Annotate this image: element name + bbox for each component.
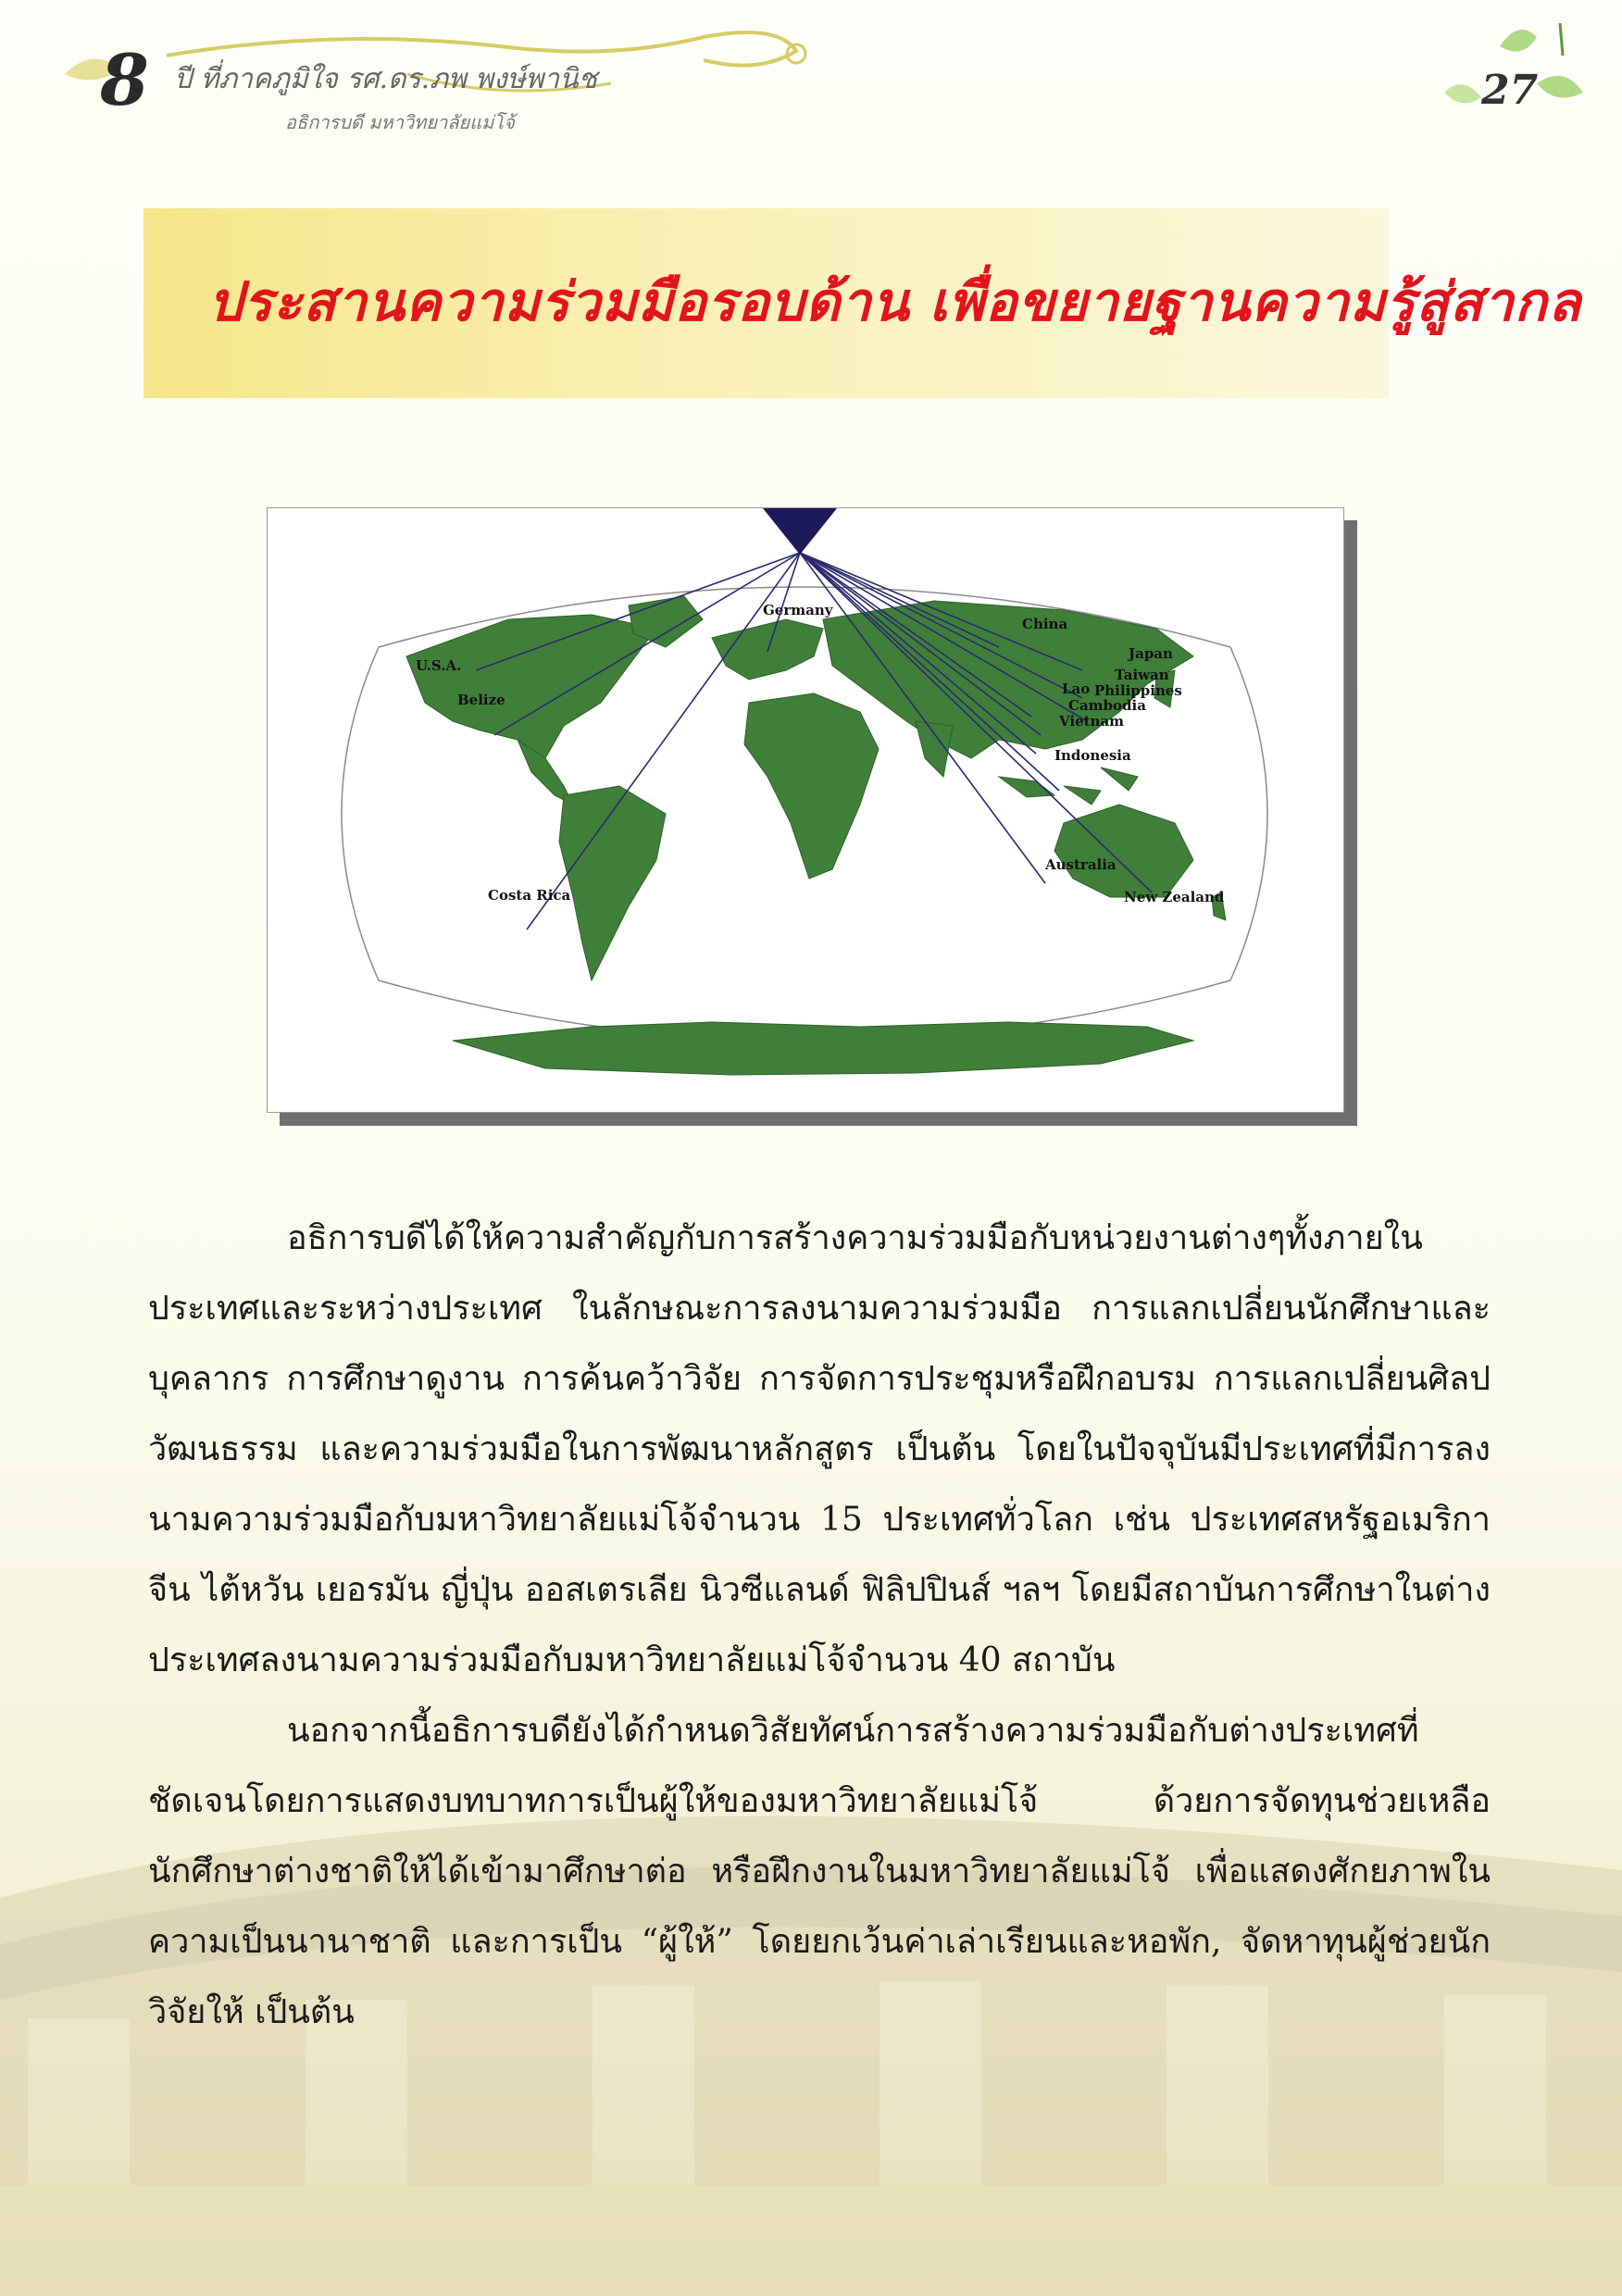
origin-marker	[763, 508, 837, 555]
paragraph: นอกจากนี้อธิการบดียังได้กำหนดวิสัยทัศน์การสร้างความร่วมมือกับต่างประเทศที่ชัดเจนโดยการแสดงบทบาทการเป็นผู้ให้ของมหาวิทยาลัยแม่โจ้ ด้วยการจัดทุนช่วยเหลือนักศึกษาต่างชาติให้ได้เข้ามาศึกษาต่อ หรือฝึกงานในมหาวิทยาลัยแม่โจ้ เพื่อแสดงศักยภาพในความเป็นนานาชาติ และการเป็น “ผู้ให้” โดยยกเว้นค่าเล่าเรียนและหอพัก, จัดหาทุนผู้ช่วยนักวิจัยให้ เป็นต้น	[148, 1712, 1491, 2031]
title-banner	[143, 208, 1582, 398]
label-costa-rica: Costa Rica	[488, 887, 571, 904]
body-text	[148, 1204, 1491, 2048]
section-title: ประสานความร่วมมือรอบด้าน เพื่อขยายฐานความรู้สู่สากล	[208, 270, 1582, 333]
series-number: 8	[100, 39, 149, 121]
label-china: China	[1022, 616, 1068, 632]
label-australia: Australia	[1045, 856, 1117, 873]
label-belize: Belize	[457, 692, 505, 708]
antarctica	[453, 1022, 1193, 1075]
series-title: ปี ที่ภาคภูมิใจ รศ.ดร.ภพ พงษ์พานิช	[174, 63, 597, 95]
label-cambodia: Cambodia	[1068, 697, 1146, 714]
label-new-zealand: New Zealand	[1124, 889, 1225, 905]
label-japan: Japan	[1129, 645, 1173, 662]
series-subtitle: อธิการบดี มหาวิทยาลัยแม่โจ้	[285, 111, 515, 133]
paragraph: อธิการบดีได้ให้ความสำคัญกับการสร้างความร่วมมือกับหน่วยงานต่างๆทั้งภายในประเทศและระหว่างประเทศ ในลักษณะการลงนามความร่วมมือ การแลกเปลี่ยนนักศึกษาและบุคลากร การศึกษาดูงาน การค้นคว้าวิจัย การจัดการประชุมหรือฝึกอบรม การแลกเปลี่ยนศิลปวัฒนธรรม และความร่วมมือในการพัฒนาหลักสูตร เป็นต้น โดยในปัจจุบันมีประเทศที่มีการลงนามความร่วมมือกับมหาวิทยาลัยแม่โจ้จำนวน 15 ประเทศทั่วโลก เช่น ประเทศสหรัฐอเมริกา จีน ไต้หวัน เยอรมัน ญี่ปุ่น ออสเตรเลีย นิวซีแลนด์ ฟิลิปปินส์ ฯลฯ โดยมีสถาบันการศึกษาในต่างประเทศลงนามความร่วมมือกับมหาวิทยาลัยแม่โจ้จำนวน 40 สถาบัน	[148, 1219, 1491, 1679]
label-taiwan: Taiwan	[1115, 667, 1169, 683]
label-germany: Germany	[763, 602, 833, 618]
label-usa: U.S.A.	[416, 657, 462, 674]
label-philippines: Philippines	[1094, 682, 1182, 699]
label-indonesia: Indonesia	[1054, 747, 1131, 764]
page-number: 27	[1481, 67, 1539, 114]
world-map	[268, 508, 1343, 1112]
label-vietnam: Vietnam	[1059, 713, 1125, 730]
page-header	[56, 19, 1592, 148]
label-lao: Lao	[1062, 680, 1091, 697]
world-map-figure	[267, 507, 1344, 1113]
